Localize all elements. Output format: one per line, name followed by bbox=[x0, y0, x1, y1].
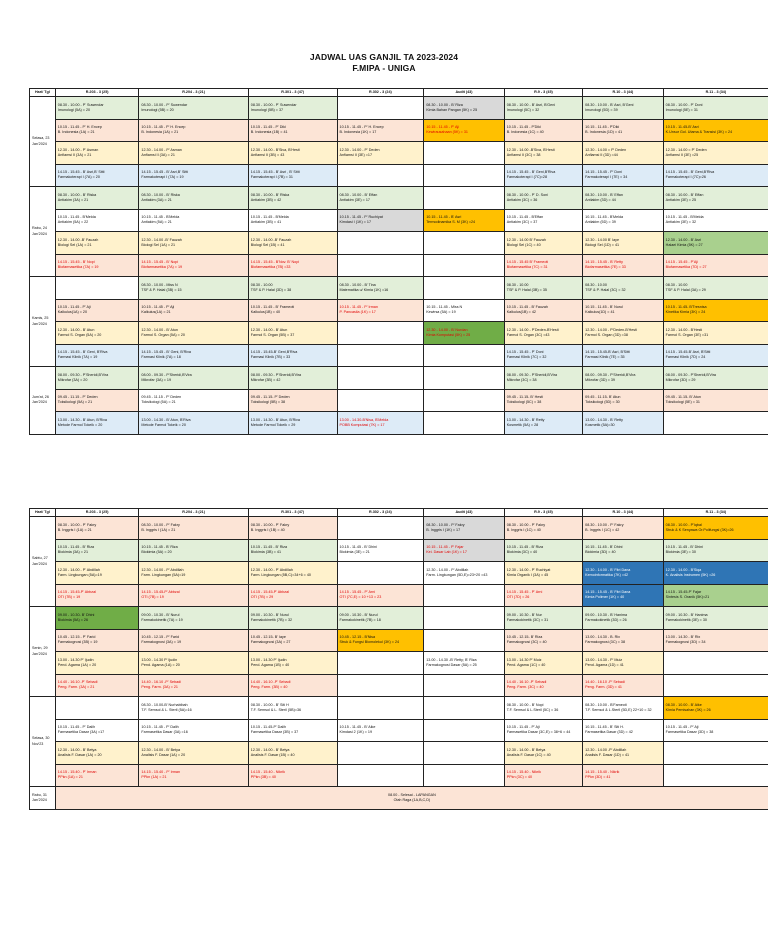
schedule-cell: 10.15 - 11.45 - B' Aike Kimdasi 2 (1K) = 19 bbox=[337, 719, 424, 742]
schedule-cell: 13.00 - 14.30 - B' Atun, B'Riva Metode Farmol Tokeik = 20 bbox=[139, 412, 248, 435]
column-header: R.11 - 3 (34) bbox=[663, 509, 768, 517]
schedule-cell: 10.15 - 11.45 - P' H. Encep B. Indonesia (1A) = 21 bbox=[55, 119, 139, 142]
schedule-cell: 12.30 - 14.00 - B' Atun Farmol S. Organ (5B) = 37 bbox=[248, 322, 337, 345]
column-header: Audit (43) bbox=[424, 509, 505, 517]
schedule-cell: 09.45 - 11.15 - P' Deden Toksikologi (5A) = 21 bbox=[55, 389, 139, 412]
schedule-cell: 10.45 - 12.15- B' Riza Farmakognosi (3C) = 40 bbox=[504, 629, 582, 652]
schedule-cell: 14.15 - 15.40 - Nikrik PPkn (3C) = 40 bbox=[504, 764, 582, 787]
schedule-cell bbox=[663, 652, 768, 675]
schedule-cell: 12.30 - 14.00 - P' Abdillah Farm. Lingkungan (5D,E)=23+20 =43 bbox=[424, 562, 505, 585]
schedule-cell: 10.15 - 11.45 - P' Fajar Kei. Dasar Lab (1K) = 17 bbox=[424, 539, 505, 562]
schedule-cell: 10.15 - 11.45 - B'Effan Antiakim (3C) = 37 bbox=[504, 209, 582, 232]
schedule-cell bbox=[424, 764, 505, 787]
schedule-cell: 12.30 - 14.00 - B' Atun Farmol S. Organ (5A) = 20 bbox=[55, 322, 139, 345]
day-cell: Jum'at, 26 Jan'2024 bbox=[30, 367, 56, 435]
schedule-cell: 14.40 - 16.10 -P' Sebadi Peng. Farm. (3A) = 21 bbox=[55, 674, 139, 697]
schedule-cell: 13.00 - 14.30 - B' Retty Kosmetik (5A)=30 bbox=[583, 412, 664, 435]
column-header: R.204 - 3 (21) bbox=[139, 89, 248, 97]
schedule-cell: 14.15 - 15.45 - B' Geni,B'Riva Farmakoterapi I (7C)=26 bbox=[663, 164, 768, 187]
table-row bbox=[30, 322, 768, 345]
schedule-cell: 12.30 - 14.00 - B'Hesti Farmol S. Organ (3E) =31 bbox=[663, 322, 768, 345]
schedule-cell: 10.15 - 11.45 - P' Aji Kalkulus(1A) = 21 bbox=[139, 299, 248, 322]
schedule-cell bbox=[337, 344, 424, 367]
day-cell: Rabu, 24 Jan'2024 bbox=[30, 187, 56, 277]
table-row bbox=[30, 232, 768, 255]
schedule-cell: 14.15 - 15.45-B' Geni,B'Riva Farmasi Klinik (7B) = 33 bbox=[248, 344, 337, 367]
schedule-cell: 10.15 - 11.45 - B' Nurul Kalkulus(1D) = 41 bbox=[583, 299, 664, 322]
schedule-cell bbox=[55, 277, 139, 300]
schedule-cell: 08.30 - 10.00 - P' Doni Imunologi (5E) = 31 bbox=[663, 97, 768, 120]
schedule-cell: 14.15 - 15.45 - P' Doni Farmakoterapi I (7E) = 34 bbox=[583, 164, 664, 187]
schedule-cell: 09.45 - 11.15- P' Deden Toksikologi (5B) = 38 bbox=[248, 389, 337, 412]
table-row bbox=[30, 299, 768, 322]
schedule-cell: 13.00 - 14.30 - P' Muiz Pend. Agama (1D) = 41 bbox=[583, 652, 664, 675]
schedule-cell bbox=[337, 367, 424, 390]
schedule-cell: 10.15 - 11.45 - B' Siti H. Farmasetika Dasar (3D) = 42 bbox=[583, 719, 664, 742]
column-header: R.203 - 3 (25) bbox=[55, 509, 139, 517]
schedule-cell: 10.45 - 12.15 - B'Nisa Struk & Fungsi Biomolekul (3K) = 24 bbox=[337, 629, 424, 652]
schedule-cell: 12.30 - 14.00 - P'Deden-B'Hesti Farmol S. Organ (3D) =38 bbox=[583, 322, 664, 345]
schedule-cell bbox=[337, 389, 424, 412]
schedule-cell: 10.45 - 12.15 - P' Farid Farmakognosi (3A) = 19 bbox=[139, 629, 248, 652]
schedule-cell: 08.30 - 10.00 - P' Suwendar Imunologi (5B) = 20 bbox=[139, 97, 248, 120]
table-row bbox=[30, 517, 768, 540]
schedule-cell bbox=[424, 367, 505, 390]
schedule-cell bbox=[424, 277, 505, 300]
schedule-cell: 08.30 - 10.00 - P' Fakry B. Inggris I (1C) = 40 bbox=[504, 517, 582, 540]
schedule-cell: 10.15 - 11.45 - B' Asri Termodinamika S. M (3K) =24 bbox=[424, 209, 505, 232]
schedule-cell: 14.15 - 15.45 - B' Retty Biofarmasetika (7E) = 33 bbox=[583, 254, 664, 277]
schedule-cell: 14.15 - 15.45 - B' Nopi Biofarmasetika (7A) = 19 bbox=[55, 254, 139, 277]
column-header: R.302 - 3 (24) bbox=[337, 509, 424, 517]
schedule-cell: 10.15 - 11.45 - P' Diki B. Indonesia (1B) = 41 bbox=[248, 119, 337, 142]
schedule-cell: 08.00 - 09.30 - P'Sheridi,B'Vira Mikrofar (3C) = 38 bbox=[504, 367, 582, 390]
schedule-cell: 08.00 - 09.30 - P'Sheridi,B'Vira Mikrofar (3A) = 19 bbox=[139, 367, 248, 390]
schedule-cell: 10.45 - 12.15- B' Iaye Farmakognosi (3A) = 27 bbox=[248, 629, 337, 652]
schedule-cell: 13.00 - 14.30 P' Ijudin Pend. Agama (1B) = 40 bbox=[248, 652, 337, 675]
schedule-cell: 12.30 - 14.00 - B' Nurdan Kimia Komputasi (5K) = 25 bbox=[424, 322, 505, 345]
schedule-cell: 14.15 - 15.40 - Nikrik PPkn (3D) = 41 bbox=[583, 764, 664, 787]
schedule-cell: 12.30 - 14.00 - B' Fitri Dana Kemoinformatika (7K) =42 bbox=[583, 562, 664, 585]
schedule-cell: 12.30 - 14.00 - B' Asri Halaei Kimia (5K) = 27 bbox=[663, 232, 768, 255]
schedule-cell: 10.15 - 11.45 - P' Ruchiyat Kimdasi I (1K) = 17 bbox=[337, 209, 424, 232]
schedule-cell: 08.30 - 10.00 - P' Suwendar Imunologi (5A) = 20 bbox=[55, 97, 139, 120]
table-row bbox=[30, 367, 768, 390]
table-row bbox=[30, 607, 768, 630]
schedule-table-2 bbox=[29, 508, 768, 810]
schedule-cell: 12.30 - 14.00 - P' Abdillah Farm. Lingkungan (5A)=19 bbox=[139, 562, 248, 585]
schedule-cell: 13.00 - 14.30 P' Ijudin Pend. Agama (1A) = 20 bbox=[55, 652, 139, 675]
schedule-cell: 08.30 - 10.00 - B' Asri, B'Geni Imunologi (5D) = 39 bbox=[583, 97, 664, 120]
schedule-cell: 12.30 - 14.00 = P' Deden Anfiamsi II (3D) =44 bbox=[583, 142, 664, 165]
schedule-cell: 10.15 - 11.45 - P' Dalih Farmasetika Dasar (3A) =16 bbox=[139, 719, 248, 742]
table-row bbox=[30, 764, 768, 787]
schedule-cell: 14.15 - 15.40 - Nikrik PPkn (3B) = 40 bbox=[248, 764, 337, 787]
column-header: R.301 - 3 (47) bbox=[248, 89, 337, 97]
column-header: Audit (43) bbox=[424, 89, 505, 97]
schedule-cell: 10.15 - 11.45- B'Tresnisa Kinetika Kimia (3K) = 24 bbox=[663, 299, 768, 322]
table-row bbox=[30, 142, 768, 165]
schedule-cell: 10.15 - 11.45 - B' Riza Biokimia (3A) = 21 bbox=[55, 539, 139, 562]
schedule-cell: 10.15 - 11.45 - Miss N Kewirsa (5A) = 19 bbox=[424, 299, 505, 322]
table-row bbox=[30, 164, 768, 187]
schedule-cell: 10.15 - 11.45 - B' Riza Biokimia (5A) = 20 bbox=[139, 539, 248, 562]
merged-cell: 08.00 - Selesai - LAPANGAN Olah Raga (1A,B,C,D) bbox=[55, 787, 768, 810]
schedule-cell: 14.15 - 15.45 - B' Asri,B' Sitti Farmakoterapi I (7A) = 20 bbox=[55, 164, 139, 187]
schedule-cell bbox=[337, 764, 424, 787]
schedule-cell: 13.00 - 14.30 - B. Rix Farmakognosi (3C) = 38 bbox=[583, 629, 664, 652]
schedule-cell: 14.15 - 15.45-B' Asri, B'Sitti Farmasi Klinik (7E) = 35 bbox=[583, 344, 664, 367]
schedule-cell bbox=[424, 674, 505, 697]
schedule-cell: 08.30 - 10.00 - B' Aike Kimia Pemisahan (3K) = 26 bbox=[663, 697, 768, 720]
schedule-cell: 08.00 - 09.30 - P'Sheridi,B'Vira Mikrofar (3D) = 39 bbox=[583, 367, 664, 390]
table-row bbox=[30, 562, 768, 585]
schedule-cell bbox=[424, 697, 505, 720]
schedule-cell: 13.00 - 14.30 P' Ijudin Pend. Agama (1A) = 20 bbox=[139, 652, 248, 675]
table-row bbox=[30, 209, 768, 232]
schedule-cell bbox=[337, 562, 424, 585]
schedule-cell bbox=[337, 742, 424, 765]
schedule-cell: 08.30 - 10.00 - B' Nopi T.F. Semsol & L.Steril (5C) = 36 bbox=[504, 697, 582, 720]
schedule-cell bbox=[337, 697, 424, 720]
schedule-cell: 13.00 - 14.30 -B' Retty; B' Riza Farmakognosi Dasar (5A) = 25 bbox=[424, 652, 505, 675]
schedule-cell: 09.45 - 11.15- B' Hesti Toksikologi (5C) = 38 bbox=[504, 389, 582, 412]
schedule-cell: 10.15 - 11.45-B' Asri K.Unsur Gol. Utama & Transisi (3K) = 24 bbox=[663, 119, 768, 142]
schedule-cell: 08.30 - 10.00 - P'Iqbal Struk & K Senyawa Or.Polifungsi (3K)=26 bbox=[663, 517, 768, 540]
schedule-cell: 08.30 - 10.00 - B' Effan Antiakim (3E) = 17 bbox=[337, 187, 424, 210]
table-row bbox=[30, 787, 768, 810]
schedule-cell bbox=[424, 232, 505, 255]
schedule-cell: 14.15 - 15.45-P' Abbzal OTI (7B) = 29 bbox=[248, 584, 337, 607]
schedule-cell: 09.00 - 10.30 - B' Nurul Farmakokinetik (7A) = 19 bbox=[139, 607, 248, 630]
schedule-cell: 14.15 - 15.45-P' Abbzal OTI (7B) = 19 bbox=[55, 584, 139, 607]
schedule-cell bbox=[55, 697, 139, 720]
schedule-cell: 10.15 - 11.45 - B' Fauzah Kalkulus(1B) = 42 bbox=[504, 299, 582, 322]
schedule-cell bbox=[424, 584, 505, 607]
schedule-cell: 13.00 - 14.30-B'Nisa, B'Melda POBB Komputasi (7K) = 17 bbox=[337, 412, 424, 435]
schedule-cell: 08.00 - 09.30 - P'Sheridi,B'Vira Mikrofar (3B) = 42 bbox=[248, 367, 337, 390]
schedule-cell: 08.30 - 10.00 - B' Riska Antiakim (3A) = 21 bbox=[55, 187, 139, 210]
schedule-cell: 08.30 - 10.00 - Miss N TSF & P. Halal (3B) = 15 bbox=[139, 277, 248, 300]
schedule-cell: 08.30 - 10.00 TSF & P. Halal (3B) = 35 bbox=[504, 277, 582, 300]
table-row bbox=[30, 254, 768, 277]
table-row bbox=[30, 389, 768, 412]
schedule-cell: 12.30 - 14.00 - B' Betya Analisis F. Dasar (1C) = 40 bbox=[504, 742, 582, 765]
column-header: R.302 - 3 (24) bbox=[337, 89, 424, 97]
schedule-cell: 10.15 - 11.45 - P'Diki B. Indonesia (1C) = 40 bbox=[504, 119, 582, 142]
schedule-cell: 08.30 - 10.00 - B' Asri, B'Geni Imunologi (5C) = 32 bbox=[504, 97, 582, 120]
schedule-cell: 12.30 - 14.00 B' Fauzah Biologi Sel (1C) = 40 bbox=[504, 232, 582, 255]
schedule-cell: 13.00 - 14.30 - B' Atun, B'Riva Metode Farmol Tokeik = 20 bbox=[55, 412, 139, 435]
schedule-cell: 14.15 - 15.45 - B'Nov. B' Nopi Biofarmasetika (7B) =33 bbox=[248, 254, 337, 277]
schedule-cell: 14.15 - 15.45 - B' Asri , B' Sitti Farmakoterapi I (7B) = 31 bbox=[248, 164, 337, 187]
schedule-cell: 12.30 - 14.00 - B' Betya Analisis F. Dasar (1A) = 20 bbox=[55, 742, 139, 765]
schedule-cell: 08.30 - 10.00 - B' Riska Antiakim (3A) = 21 bbox=[139, 187, 248, 210]
schedule-cell: 08.30 - 10.00 - B' Riza Kimia Bahan Pangan (5K) = 25 bbox=[424, 97, 505, 120]
table-row bbox=[30, 187, 768, 210]
table-row bbox=[30, 629, 768, 652]
schedule-cell: 09.45 - 11.15- B' Atun Toksikologi (5D) = 30 bbox=[583, 389, 664, 412]
schedule-cell bbox=[424, 187, 505, 210]
schedule-cell: 12.30 - 14.00 - P' Asman Anfiamsi II (3A) = 21 bbox=[55, 142, 139, 165]
schedule-cell bbox=[424, 742, 505, 765]
schedule-cell: 14.15 - 15.45-P' Abbzal OTI (7B) = 19 bbox=[139, 584, 248, 607]
day-cell: Sabtu, 27 Jan'2024 bbox=[30, 517, 56, 607]
schedule-cell: 13.00 - 14.30 - B' Rix Farmakognosi (3D) = 34 bbox=[663, 629, 768, 652]
schedule-cell: 13.00 - 14.30 - B' Atun, B'Riva Metode Farmol Tokeik = 29 bbox=[248, 412, 337, 435]
schedule-cell: 10.15 - 11.45 - B' Dhini Biokimia (3E) = 30 bbox=[663, 539, 768, 562]
schedule-cell bbox=[663, 764, 768, 787]
day-cell: Kamis, 25 Jan'2024 bbox=[30, 277, 56, 367]
schedule-cell bbox=[337, 517, 424, 540]
schedule-cell: 10.15 - 11.45 - P'Diki B. Indonesia (1D) = 41 bbox=[583, 119, 664, 142]
schedule-cell: 14.15 - 15.45 - B' Geni,B'Riva Farmakoterapi I (7C)=28 bbox=[504, 164, 582, 187]
schedule-cell: 08.30 - 10.00 - P' D. Soni Antiakim (3C) = 36 bbox=[504, 187, 582, 210]
schedule-cell: 13.00 - 14.30 - B' Retty Kosmetik (5A) = 28 bbox=[504, 412, 582, 435]
schedule-cell: 14.15 - 15.45 - B' Geni, B'Riva Farmasi Klinik (7A) = 19 bbox=[55, 344, 139, 367]
table-row bbox=[30, 742, 768, 765]
day-cell: Selasa, 23 Jan'2024 bbox=[30, 97, 56, 187]
schedule-cell: 12.30 - 14.00 - P' Abdillah Farm. Lingkungan (5B,C)=34+6 = 40 bbox=[248, 562, 337, 585]
schedule-cell: 14.15 - 15.45 - B' Asri,B' Sitti Farmakoterapi I (7A) = 19 bbox=[139, 164, 248, 187]
schedule-cell: 10.15 - 11.45 - B'Melda Antiakim (3E) = 32 bbox=[663, 209, 768, 232]
schedule-cell: 12.30 - 14.00 - B' Betya Analisis F. Dasar (1B) = 40 bbox=[248, 742, 337, 765]
schedule-cell: 09.00 - 10.30 - B' Nur Farmakokinetik (3C) = 31 bbox=[504, 607, 582, 630]
schedule-cell bbox=[337, 232, 424, 255]
schedule-cell: 12.30 - 14.00 -B' Fauzah Biologi Sel (1A) = 21 bbox=[55, 232, 139, 255]
schedule-cell: 14.15 - 15.45-B' Asri, B'Sitti Farmasi Klinik (7D) = 24 bbox=[663, 344, 768, 367]
table-header-row bbox=[30, 89, 768, 97]
schedule-cell: 12.30 - 14.00 - P' Ruchiyat Kimia Organik I (3A) = 45 bbox=[504, 562, 582, 585]
schedule-cell: 12.30 - 14.00 - B' Betya Analisis F. Dasar (1A) = 20 bbox=[139, 742, 248, 765]
schedule-cell bbox=[424, 629, 505, 652]
schedule-cell bbox=[424, 389, 505, 412]
schedule-cell bbox=[424, 142, 505, 165]
schedule-cell: 09.00 - 10.30 - B' Nurul Farmakokinetik (7B) = 32 bbox=[248, 607, 337, 630]
schedule-cell: 10.15 - 11.45 - B'Melda Antiakim (5A) = 22 bbox=[55, 209, 139, 232]
schedule-cell: 14.15 - 15.45 - B' Geni, B'Riva Farmasi Klinik (7A) = 18 bbox=[139, 344, 248, 367]
schedule-cell bbox=[337, 674, 424, 697]
schedule-cell: 08.30 - 10.00 TSF & P. Halal (3A) = 29 bbox=[663, 277, 768, 300]
schedule-cell bbox=[663, 742, 768, 765]
schedule-cell: 14.40 - 16.10 -P' Sebadi Peng. Farm. (3B) = 40 bbox=[248, 674, 337, 697]
schedule-cell: 14.40 - 16.10 -P' Sebadi Peng. Farm. (3D) = 41 bbox=[583, 674, 664, 697]
schedule-cell bbox=[424, 607, 505, 630]
day-cell: Rabu, 31 Jan'2024 bbox=[30, 787, 56, 810]
schedule-cell: 10.15 - 11.45 - B'Melda Antiakim (3B) = 41 bbox=[248, 209, 337, 232]
schedule-cell bbox=[424, 254, 505, 277]
table-row bbox=[30, 97, 768, 120]
table-row bbox=[30, 697, 768, 720]
page-subtitle: F.MIPA - UNIGA bbox=[352, 63, 416, 73]
schedule-cell: 14.15 - 15.45 B' Frameoti Biofarmasetika (7C) = 31 bbox=[504, 254, 582, 277]
page-title: JADWAL UAS GANJIL TA 2023-2024 bbox=[309, 52, 459, 62]
schedule-cell: 12.30 - 14.00 -P' Abdillah Analisis F. Dasar (1D) = 41 bbox=[583, 742, 664, 765]
schedule-cell: 12.30 - 14.00 - B'Siqa K. Analisis Instrumen (5K) =26 bbox=[663, 562, 768, 585]
schedule-table-1 bbox=[29, 88, 768, 435]
schedule-cell: 14.15 - 15.45 - P' Arni OTI (7C,E) = 10 +13 = 23 bbox=[337, 584, 424, 607]
table-row bbox=[30, 584, 768, 607]
day-cell: Senin, 29 Jan'2024 bbox=[30, 607, 56, 697]
schedule-cell: 08.30 - 10.00 - B'Fameoti T.F. Semsol & L.Steril (5D,E) 22+10 = 32 bbox=[583, 697, 664, 720]
schedule-cell bbox=[337, 652, 424, 675]
schedule-cell: 14.15 - 15.45 - B' Fitri Dana Kimia Polimer (1K) = 40 bbox=[583, 584, 664, 607]
schedule-cell: 08.30 - 10.00 - P' Fakry B. Inggris I (1K) = 17 bbox=[424, 517, 505, 540]
schedule-cell bbox=[337, 322, 424, 345]
column-header: R.203 - 3 (25) bbox=[55, 89, 139, 97]
column-header: Hari/ Tgl bbox=[30, 89, 56, 97]
schedule-cell: 08.30 - 10.00 - P' Fakry B. Inggris I (1A) = 21 bbox=[139, 517, 248, 540]
schedule-cell: 10.15 - 11.45 - P' Aji Kalkulus(1A) = 20 bbox=[55, 299, 139, 322]
table-row bbox=[30, 719, 768, 742]
column-header: Hari/ Tgl bbox=[30, 509, 56, 517]
table-row bbox=[30, 412, 768, 435]
schedule-cell: 10.45 - 12.15 - P' Farid Farmakognosi (3B) = 19 bbox=[55, 629, 139, 652]
schedule-cell: 09.45 - 11.15 - P' Deden Toksikologi (5A) = 21 bbox=[139, 389, 248, 412]
schedule-cell: 10.15 - 11.45 - P' H. Encep B. Indonesia (1K) = 17 bbox=[337, 119, 424, 142]
schedule-cell: 10.15 - 11.45 - P' Dalih Farmasetika Dasar (3A) =17 bbox=[55, 719, 139, 742]
schedule-cell: 08.30 - 10.00 - B' Riska Antiakim (3B) = 42 bbox=[248, 187, 337, 210]
schedule-cell: 12.30 - 14.00 -B'Siva, B'Hesti Anfiamsi II (3C) = 38 bbox=[504, 142, 582, 165]
schedule-cell: 14.15 - 15.40 - P' Irman PPkn (1A) = 21 bbox=[55, 764, 139, 787]
schedule-cell: 10.15 - 11.45 - B' Riza Biokimia (3B) = 41 bbox=[248, 539, 337, 562]
schedule-cell bbox=[424, 344, 505, 367]
schedule-cell: 08.30 - 10.00 - P' Fakry B. Inggris I (1C) = 42 bbox=[583, 517, 664, 540]
schedule-cell: 14.15 - 15.45 - B' Nopi Biofarmasetika (7A) = 19 bbox=[139, 254, 248, 277]
schedule-cell: 14.15 - 15.45-P' Fajar Sintesis S. Oranik (5K)=21 bbox=[663, 584, 768, 607]
schedule-cell: 08.30 - 10.00 - P' Fakry B. Inggris I (1A) = 21 bbox=[55, 517, 139, 540]
schedule-cell: 12.30 - 14.00 - P' Asman Anfiamsi II (3A) = 21 bbox=[139, 142, 248, 165]
schedule-cell: 09.45 - 11.15- B' Atun Toksikologi (5E) = 31 bbox=[663, 389, 768, 412]
column-header: R.9 - 3 (45) bbox=[504, 89, 582, 97]
column-header: R.10 - 3 (44) bbox=[583, 509, 664, 517]
schedule-cell: 10.15 - 11.45 - B' Dhini Biokimia (3D) = 40 bbox=[583, 539, 664, 562]
column-header: R.204 - 3 (21) bbox=[139, 509, 248, 517]
schedule-cell: 13.00 - 14.30 P' Muiz Pend. Agama (1C) = 40 bbox=[504, 652, 582, 675]
schedule-cell bbox=[663, 412, 768, 435]
schedule-cell: 10.15 - 11.45 - B' Frameoti Kalkulus(1B) = 40 bbox=[248, 299, 337, 322]
schedule-cell: 12.30 - 14.00 B' Iaye Biologi Sel (1D) = 41 bbox=[583, 232, 664, 255]
schedule-cell: 08.30 - 10.00 - B' Siti H T.F. Semsol & L. Steril (5B)=36 bbox=[248, 697, 337, 720]
table-row bbox=[30, 344, 768, 367]
schedule-cell bbox=[337, 164, 424, 187]
schedule-cell: 10.15 - 11.45 - P' Irman P. Pancasila (1K) = 17 bbox=[337, 299, 424, 322]
schedule-cell: 09.00 - 10.30- B' Dhini Biokimia (5A) = 26 bbox=[55, 607, 139, 630]
schedule-cell: 09.00 - 10.30 - B' Nurul Farmakokinetik (7B) = 18 bbox=[337, 607, 424, 630]
schedule-cell: 10.15 - 11.45 - B' Riza Biokimia (3C) = 40 bbox=[504, 539, 582, 562]
table-row bbox=[30, 277, 768, 300]
table-row bbox=[30, 539, 768, 562]
schedule-cell: 10.15 - 11.45 - B' Dhini Biokimia (3E) = 21 bbox=[337, 539, 424, 562]
table-row bbox=[30, 119, 768, 142]
schedule-cell: 12.30 - 14.00 - B' Atun Farmol S. Organ (5A) = 20 bbox=[139, 322, 248, 345]
schedule-cell: 10.15 - 11.45 - P' Aji Kewirausahaan (5K) = 31 bbox=[424, 119, 505, 142]
schedule-cell bbox=[424, 164, 505, 187]
schedule-cell: 08.30 - 10.00 TSF & P. Halal (3C) = 32 bbox=[583, 277, 664, 300]
schedule-cell: 08.00 - 09.30 - P'Sheridi,B'Vira Mikrofar (3A) = 20 bbox=[55, 367, 139, 390]
schedule-cell: 08.30 - 10.00-B' Nurhabibah T.F. Semsol & L. Steril (5A)=16 bbox=[139, 697, 248, 720]
schedule-cell: 12.30 - 14.00 - P' Deden Anfiamsi II (3E) =17 bbox=[337, 142, 424, 165]
table-row bbox=[30, 652, 768, 675]
schedule-cell: 08.30 - 10.00 - B' Tina Matematika u/ Kimia (1K) =16 bbox=[337, 277, 424, 300]
schedule-cell: 08.30 - 10.00 - P' Fakry B. Inggris I (1B) = 40 bbox=[248, 517, 337, 540]
column-header: R.10 - 3 (44) bbox=[583, 89, 664, 97]
schedule-cell: 14.15 - 15.45 - P'Aji Biofarmasetika (7D) = 27 bbox=[663, 254, 768, 277]
schedule-cell: 14.15 - 15.45 - P' Doni Farmasi Klinik (7C) = 32 bbox=[504, 344, 582, 367]
schedule-cell bbox=[663, 674, 768, 697]
schedule-cell: 10.15 - 11.45 - B'Melda Antiakim (5A) = 21 bbox=[139, 209, 248, 232]
schedule-cell: 08.30 - 10.00 - P' Suwendar Imunologi (5B) = 37 bbox=[248, 97, 337, 120]
schedule-cell: 10.15 - 11.45-P' Dalih Farmasetika Dasar (3B) = 37 bbox=[248, 719, 337, 742]
column-header: R.11 - 3 (34) bbox=[663, 89, 768, 97]
schedule-cell: 12.30 - 14.00 = P' Deden Anfiamsi II (3E) =25 bbox=[663, 142, 768, 165]
schedule-cell bbox=[337, 254, 424, 277]
schedule-cell: 08.30 - 10.00 - B' Effan Antiakim (3D) = 44 bbox=[583, 187, 664, 210]
schedule-cell: 14.15 - 15.45 - P' Arni OTI (7D) = 26 bbox=[504, 584, 582, 607]
schedule-cell: 12.30 - 14.00 -B' Fauzah Biologi Sel (1A) = 21 bbox=[139, 232, 248, 255]
schedule-cell: 08.30 - 10.00 - B' Effan Antiakim (3E) = 25 bbox=[663, 187, 768, 210]
schedule-cell: 12.30 - 14.00 - B'Siva, B'Hesti Anfiamsi II (3B) = 43 bbox=[248, 142, 337, 165]
column-header: R.301 - 3 (47) bbox=[248, 509, 337, 517]
schedule-cell: 08.30 - 10.00 TSF & P. Halal (3D) = 38 bbox=[248, 277, 337, 300]
schedule-cell: 08.00 - 09.30 - P'Sheridi,B'Vira Mikrofar (3D) = 29 bbox=[663, 367, 768, 390]
column-header: R.9 - 3 (45) bbox=[504, 509, 582, 517]
table-header-row bbox=[30, 509, 768, 517]
schedule-cell: 12.30 - 14.00 - P'Deden-B'Hesti Farmol S. Organ (3C) =43 bbox=[504, 322, 582, 345]
schedule-cell: 12.30 - 14.00 - P' Abdillah Farm. Lingkungan (5A)=19 bbox=[55, 562, 139, 585]
schedule-cell bbox=[337, 97, 424, 120]
schedule-cell: 09.00 - 10.30 - B' Hanima Farmakokinetik (3D) = 26 bbox=[583, 607, 664, 630]
schedule-cell: 14.40 - 16.10 -P' Sebadi Peng. Farm. (3A) = 21 bbox=[139, 674, 248, 697]
schedule-cell: 10.15 - 11.45 - P' Aji Farmasetika Dasar (3D) = 38 bbox=[663, 719, 768, 742]
schedule-cell: 12.30 - 14.00 -B' Fauzah Biologi Sel (1B) = 41 bbox=[248, 232, 337, 255]
schedule-cell bbox=[424, 719, 505, 742]
schedule-cell: 14.15 - 15.40 - P' Irman PPkn (1A) = 21 bbox=[139, 764, 248, 787]
schedule-cell: 10.15 - 11.45 - P' Aji Farmasetika Dasar (3C,E) = 38+6 = 44 bbox=[504, 719, 582, 742]
schedule-cell: 10.15 - 11.45 - B'Melda Antiakim (5D) = 39 bbox=[583, 209, 664, 232]
day-cell: Selasa, 30 Nov'23 bbox=[30, 697, 56, 787]
schedule-cell bbox=[424, 412, 505, 435]
schedule-cell: 10.15 - 11.45 - P' H. Encep B. Indonesia (1A) = 21 bbox=[139, 119, 248, 142]
schedule-cell: 09.00 - 10.30 - B' Hanima Farmakokinetik (3E) = 30 bbox=[663, 607, 768, 630]
table-row bbox=[30, 674, 768, 697]
schedule-cell: 14.40 - 16.10 -P' Sebadi Peng. Farm. (3C) = 40 bbox=[504, 674, 582, 697]
